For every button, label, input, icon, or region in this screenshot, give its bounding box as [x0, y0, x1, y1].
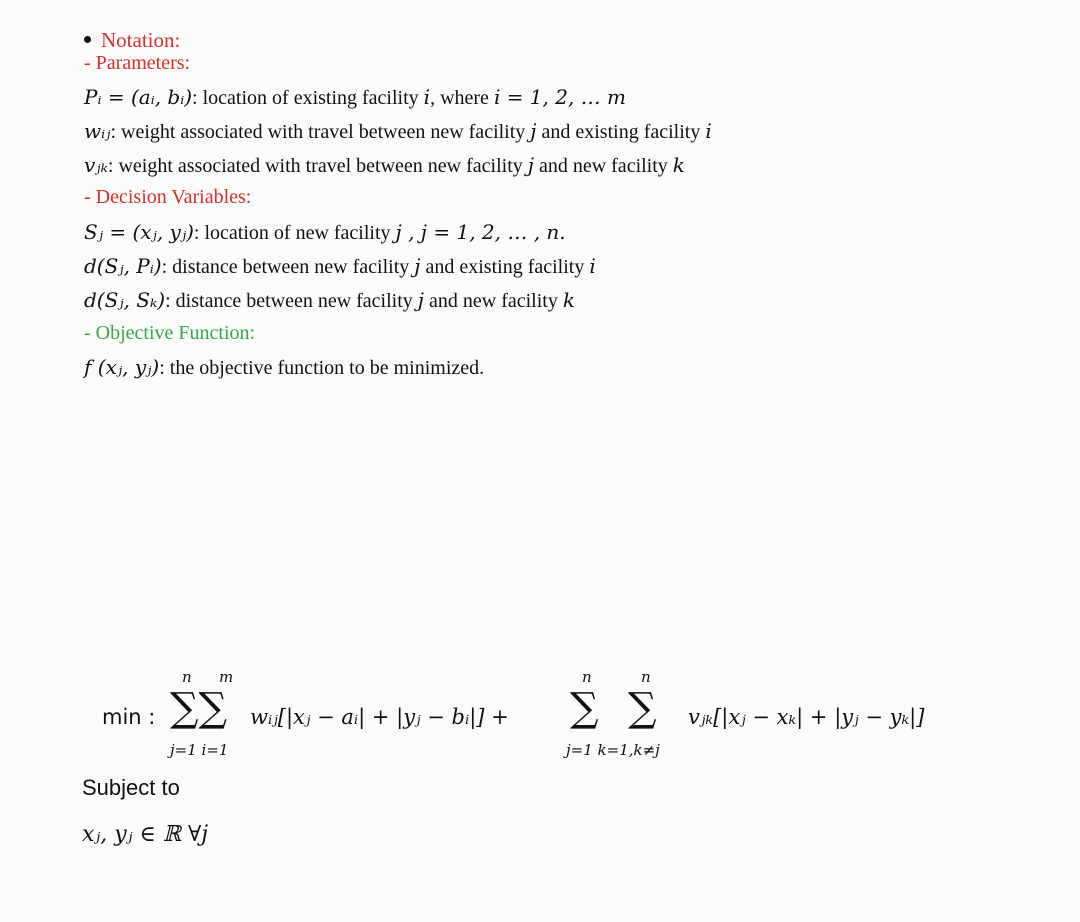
param-line-p: Pᵢ = (aᵢ, bᵢ): location of existing facility i, where i = 1, 2, … m	[84, 85, 627, 109]
constraint: xⱼ, yⱼ ∈ ℝ ∀j	[82, 822, 209, 847]
param-v-lhs: vⱼₖ	[84, 153, 108, 177]
sum1-lower: j=1 i=1	[170, 741, 229, 759]
param-line-v: vⱼₖ: weight associated with travel between new facility j and new facility k	[84, 153, 685, 177]
decision-heading: - Decision Variables:	[84, 186, 252, 208]
sum1-upper-j: n	[182, 668, 192, 686]
term2: vⱼₖ[|xⱼ − xₖ| + |yⱼ − yₖ|]	[688, 705, 925, 729]
summation-icon-2a: ∑	[570, 685, 599, 731]
decision-line-dss: d(Sⱼ, Sₖ): distance between new facility j and new facility k	[84, 288, 575, 312]
sum2-upper-k: n	[641, 668, 651, 686]
subject-to: Subject to	[82, 775, 180, 800]
term1: wᵢⱼ[|xⱼ − aᵢ| + |yⱼ − bᵢ|] +	[250, 705, 509, 729]
decision-line-s: Sⱼ = (xⱼ, yⱼ): location of new facility j , j = 1, 2, … , n.	[84, 220, 566, 244]
sum2-upper-j: n	[582, 668, 592, 686]
summation-icon: ∑∑	[170, 685, 228, 731]
decision-line-dsp: d(Sⱼ, Pᵢ): distance between new facility j and existing facility i	[84, 254, 596, 278]
objective-line: f (xⱼ, yⱼ): the objective function to be minimized.	[84, 355, 485, 379]
notation-title: Notation:	[84, 28, 180, 53]
parameters-heading: - Parameters:	[84, 52, 191, 74]
param-w-lhs: wᵢⱼ	[84, 119, 111, 143]
bullet-icon	[84, 36, 91, 43]
param-line-w: wᵢⱼ: weight associated with travel between new facility j and existing facility i	[84, 119, 712, 143]
sum1-upper-i: m	[219, 668, 234, 686]
param-p-lhs: Pᵢ = (aᵢ, bᵢ)	[84, 85, 193, 109]
objective-heading: - Objective Function:	[84, 322, 256, 344]
summation-icon-2b: ∑	[628, 685, 657, 731]
sum2-lower: j=1 k=1,k≠j	[566, 741, 660, 759]
min-label: min :	[102, 705, 156, 729]
